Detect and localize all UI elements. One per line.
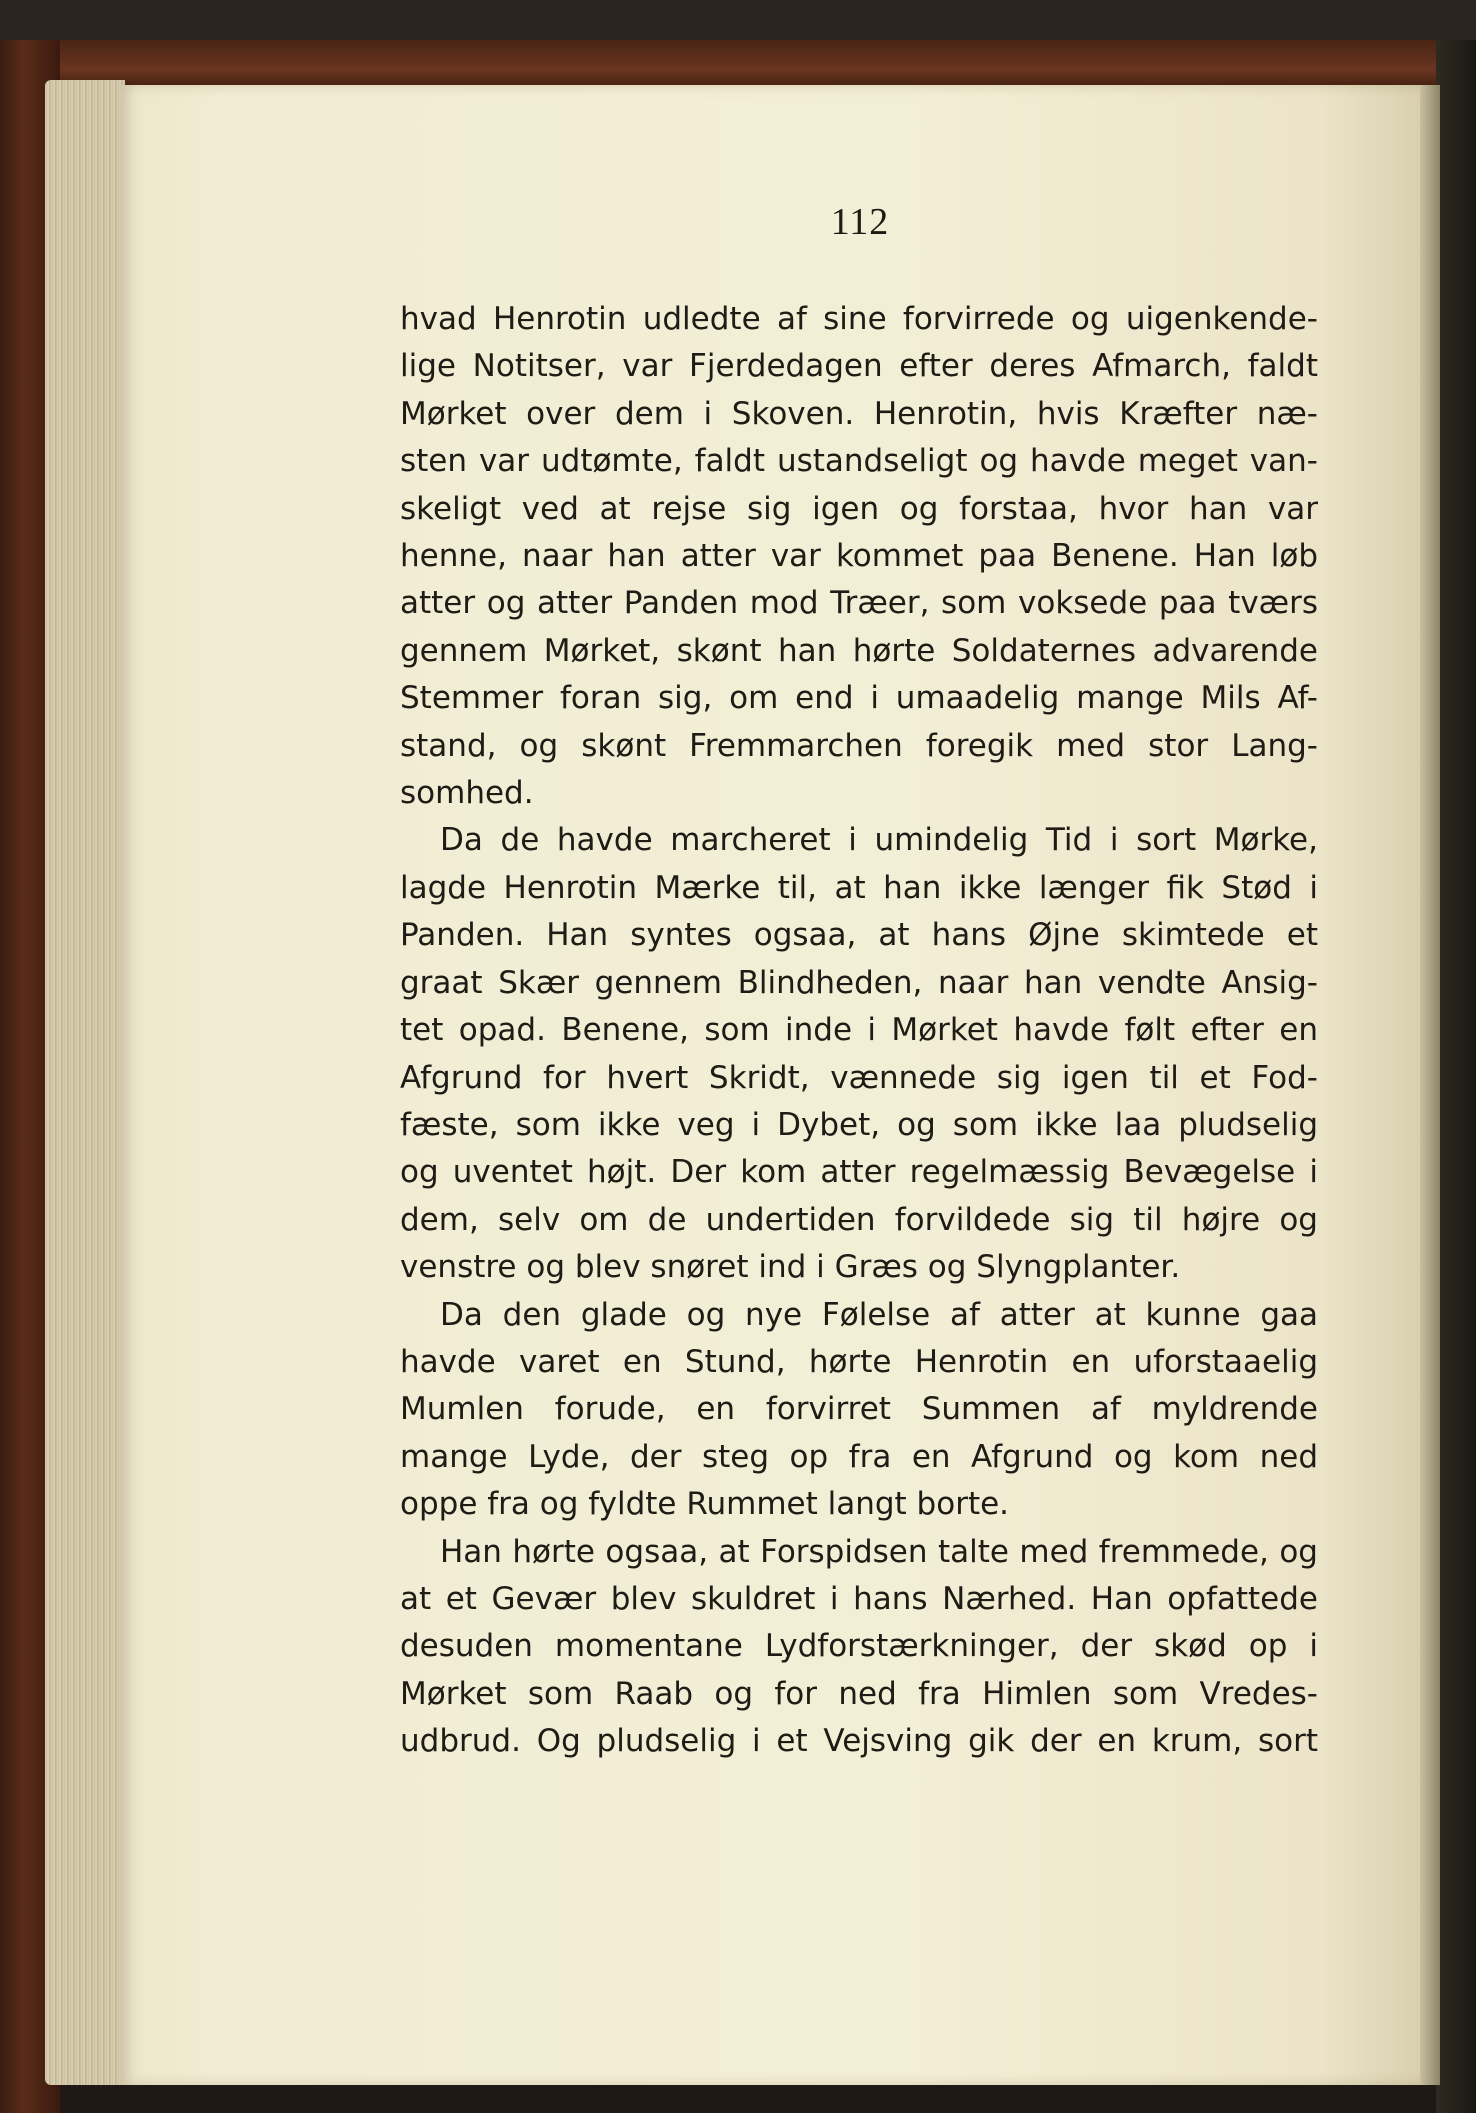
paragraph: [400, 817, 1318, 1291]
book-cover-top: [0, 40, 1476, 90]
paragraph: [400, 296, 1318, 817]
text-line: henne, naar han atter var kommet paa Benene. Han løb: [400, 538, 1318, 575]
text-line: venstre og blev snøret ind i Græs og Slyngplanter.: [400, 1249, 1181, 1286]
text-line: skeligt ved at rejse sig igen og forstaa, hvor han var: [400, 490, 1318, 527]
text-line: at et Gevær blev skuldret i hans Nærhed. Han opfattede: [400, 1580, 1318, 1617]
text-line: Mørket over dem i Skoven. Henrotin, hvis Kræfter næ-: [400, 395, 1318, 432]
text-line: lagde Henrotin Mærke til, at han ikke længer fik Stød i: [400, 869, 1318, 906]
text-line: Afgrund for hvert Skridt, vænnede sig igen til et Fod-: [400, 1059, 1318, 1096]
text-line: desuden momentane Lydforstærkninger, der skød op i: [400, 1628, 1318, 1665]
paragraph: [400, 1529, 1318, 1766]
text-line: havde varet en Stund, hørte Henrotin en uforstaaelig: [400, 1343, 1318, 1380]
text-line: oppe fra og fyldte Rummet langt borte.: [400, 1486, 1010, 1523]
text-line: dem, selv om de undertiden forvildede sig til højre og: [400, 1201, 1318, 1238]
text-line: graat Skær gennem Blindheden, naar han vendte Ansig-: [400, 964, 1318, 1001]
text-line: mange Lyde, der steg op fra en Afgrund og kom ned: [400, 1438, 1318, 1475]
page-gutter: [1420, 85, 1440, 2085]
text-line: Stemmer foran sig, om end i umaadelig mange Mils Af-: [400, 680, 1318, 717]
text-line: udbrud. Og pludselig i et Vejsving gik der en krum, sort: [400, 1723, 1318, 1760]
text-line: Panden. Han syntes ogsaa, at hans Øjne skimtede et: [400, 917, 1318, 954]
text-line: Da den glade og nye Følelse af atter at kunne gaa: [440, 1296, 1318, 1333]
text-line: atter og atter Panden mod Træer, som voksede paa tværs: [400, 585, 1318, 622]
page-number: 112: [830, 201, 890, 243]
page-edges: [45, 80, 125, 2085]
text-line: Mumlen forude, en forvirret Summen af myldrende: [400, 1391, 1318, 1428]
paragraph: [400, 1292, 1318, 1529]
text-line: Da de havde marcheret i umindelig Tid i sort Mørke,: [440, 822, 1318, 859]
text-line: hvad Henrotin udledte af sine forvirrede og uigenkende-: [400, 301, 1318, 337]
text-line: tet opad. Benene, som inde i Mørket havde følt efter en: [400, 1012, 1318, 1049]
text-line: somhed.: [400, 775, 534, 812]
text-line: gennem Mørket, skønt han hørte Soldaternes advarende: [400, 632, 1318, 669]
text-line: fæste, som ikke veg i Dybet, og som ikke laa pludselig: [400, 1106, 1318, 1143]
body-text: [400, 296, 1318, 1766]
text-line: Han hørte ogsaa, at Forspidsen talte med fremmede, og: [440, 1533, 1318, 1570]
text-line: lige Notitser, var Fjerdedagen efter deres Afmarch, faldt: [400, 348, 1318, 385]
text-line: og uventet højt. Der kom atter regelmæssig Bevægelse i: [400, 1154, 1318, 1191]
book-cover-right: [1436, 40, 1476, 2113]
text-line: Mørket som Raab og for ned fra Himlen som Vredes-: [400, 1675, 1318, 1712]
text-line: sten var udtømte, faldt ustandseligt og havde meget van-: [400, 443, 1318, 480]
text-line: stand, og skønt Fremmarchen foregik med stor Lang-: [400, 727, 1318, 764]
